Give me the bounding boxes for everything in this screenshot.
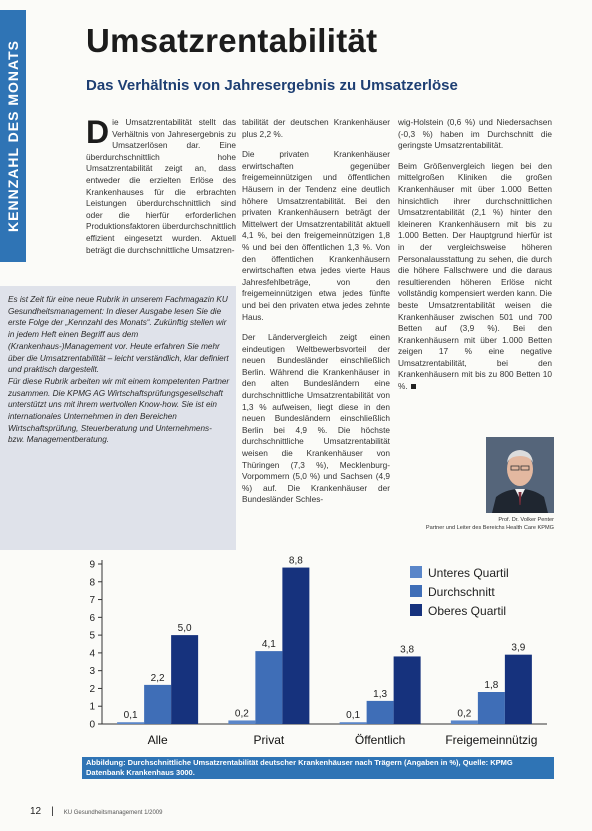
data-label: 0,1 <box>123 710 138 722</box>
bar <box>144 685 171 724</box>
bar <box>228 720 255 724</box>
bar <box>451 720 478 724</box>
paragraph: Beim Größenvergleich liegen bei den mittelgroßen Kliniken die großen Krankenhäuser mit über 1.000 Betten hinsichtlich ihrer durchschnittlichen Umsatzrentabilität (2,1 %) hinter den kleineren Krankenhäusern mit bis zu 1.000 Betten. Der Hauptgrund hierfür ist in der vergleichsweise höheren Personalausstattung zu sehen, die durch die höhere Fallschwere und die daraus resultierenden höheren Erlöse nicht vollständig kompensiert werden kann. Die beste Umsatzrentabilität weisen die Krankenhäuser zwischen 501 und 700 Betten auf (3,9 %). Bei den Krankenhäusern mit über 1.000 Betten zeigen 17 % eine negative Umsatzrentabilität, bei den Krankenhäusern mit bis zu 800 Betten 10 %. <box>398 160 552 392</box>
category-label: Öffentlich <box>354 733 406 747</box>
chart-caption: Abbildung: Durchschnittliche Umsatzrentabilität deutscher Krankenhäuser nach Trägern (Angaben in %), Quelle: KPMG Datenbank Krankenhaus 3000. <box>82 757 554 779</box>
bar <box>505 655 532 724</box>
article-column-3 <box>398 117 552 402</box>
y-tick-label: 9 <box>89 559 95 571</box>
article-column-1 <box>86 114 236 265</box>
bar <box>340 722 367 724</box>
bar <box>255 651 282 724</box>
y-tick-label: 8 <box>89 577 95 589</box>
y-tick-label: 3 <box>89 666 95 678</box>
data-label: 1,3 <box>373 688 388 700</box>
y-tick-label: 0 <box>89 719 95 731</box>
infobox-paragraph: Es ist Zeit für eine neue Rubrik in unserem Fachmagazin KU Gesundheitsmanagement: In dieser Ausgabe lesen Sie die erste Folge der „Kennzahl des Monats“. Zukünftig stellen wir in jedem Heft einen Begriff aus dem (Krankenhaus-)Management vor. Heute erfahren Sie mehr über die Umsatzrentabilität – leicht verständlich, klar definiert und praktisch dargestellt. <box>8 295 229 375</box>
portrait-caption-role: Partner und Leiter des Bereichs Health Care KPMG <box>425 525 554 531</box>
category-label: Privat <box>253 733 285 747</box>
page-footer <box>30 806 162 817</box>
author-portrait <box>486 437 554 513</box>
category-label: Alle <box>147 733 168 747</box>
footer-divider: | <box>51 806 54 817</box>
paragraph: Der Ländervergleich zeigt einen eindeutigen Weltbewerbsvorteil der neuen Bundesländer einschließlich Berlin. Während die Krankenhäuser in den alten Bundesländern eine durchschnittliche Umsatzrentabilität von 1,3 % aufweisen, liegt diese in den neuen Bundesländern einschließlich Berlin bei 4,9 %. Die höchste durchschnittliche Umsatzrentabilität weisen die Krankenhäuser von Thüringen (7,3 %), Mecklenburg-Vorpommern (5,0 %) und Sachsen (4,9 %) auf. Die Krankenhäuser der Bundesländer Schles- <box>242 332 390 505</box>
drop-cap: D <box>86 114 110 150</box>
journal-name: KU Gesundheitsmanagement 1/2009 <box>63 810 163 816</box>
intro-infobox <box>0 286 236 550</box>
infobox-text <box>8 294 230 446</box>
bar <box>394 656 421 724</box>
legend-label: Durchschnitt <box>428 585 495 599</box>
paragraph: wig-Holstein (0,6 %) und Niedersachsen (-0,3 %) haben im Durchschnitt die geringste Umsatzrentabilität. <box>398 117 552 151</box>
data-label: 5,0 <box>177 623 192 635</box>
data-label: 8,8 <box>288 555 303 567</box>
legend-label: Unteres Quartil <box>428 566 509 580</box>
legend-label: Oberes Quartil <box>428 604 507 618</box>
bar <box>282 568 309 724</box>
portrait-caption <box>420 516 554 532</box>
page-number: 12 <box>30 806 42 817</box>
paragraph: tabilität der deutschen Krankenhäuser plus 2,2 %. <box>242 117 390 139</box>
article-title: Umsatzrentabilität <box>86 22 378 59</box>
category-label: Freigemeinnützig <box>445 733 538 747</box>
bar <box>367 701 394 724</box>
legend-swatch <box>410 566 422 578</box>
article-subtitle: Das Verhältnis von Jahresergebnis zu Umsatzerlöse <box>86 77 458 94</box>
data-label: 4,1 <box>261 639 276 651</box>
article-column-2 <box>242 117 390 515</box>
bar <box>171 635 198 724</box>
paragraph: ie Umsatzrentabilität stellt das Verhältnis von Jahresergebnis zu Umsatzerlösen dar. Eine überdurchschnittlich hohe Umsatzrentabilität zeigt an, dass entweder die erzielten Erlöse des Krankenhauses für die erbrachten Leistungen überdurchschnittlich sind oder die hierfür erforderlichen Produktionsfaktoren überdurchschnittlich effizient eingesetzt wurden. Aktuell beträgt die durchschnittliche Umsatzren- <box>86 117 236 255</box>
bar-chart <box>82 552 554 759</box>
y-tick-label: 6 <box>89 612 95 624</box>
data-label: 2,2 <box>150 672 165 684</box>
data-label: 0,2 <box>457 708 472 720</box>
data-label: 0,2 <box>234 708 249 720</box>
infobox-paragraph: Für diese Rubrik arbeiten wir mit einem kompetenten Partner zusammen. Die KPMG AG Wirtschaftsprüfungsgesellschaft unterstützt uns mit ihrem wertvollen Know-how. Sie ist ein internationales Unternehmen in den Bereichen Wirtschaftsprüfung, Steuerberatung und Unternehmens- bzw. Managementberatung. <box>8 376 230 445</box>
end-mark-icon <box>411 384 416 389</box>
portrait-caption-name: Prof. Dr. Volker Penter <box>498 517 554 523</box>
data-label: 3,8 <box>400 644 415 656</box>
bar <box>117 722 144 724</box>
y-tick-label: 5 <box>89 630 95 642</box>
bar <box>478 692 505 724</box>
data-label: 3,9 <box>511 642 526 654</box>
section-tab-label: KENNZAHL DES MONATS <box>5 40 21 232</box>
data-label: 1,8 <box>484 680 499 691</box>
paragraph: Die privaten Krankenhäuser erwirtschaften gegenüber freigemeinnützigen und öffentlichen Häusern in der Tendenz eine deutlich höhere Umsatzrentabilität. Bei den privaten Krankenhäusern beträgt der Mittelwert der Umsatzrentabilität aktuell 4,1 %, bei den freigemeinnützigen 1,8 % und bei den öffentlichen 1,3 %. Von den öffentlichen Krankenhäusern erwirtschaften etwa jedes vierte Haus Jahresfehlbeträge, von den freigemeinnützigen etwa jedes fünfte und bei den privaten etwa jedes zehnte Haus. <box>242 149 390 322</box>
legend-swatch <box>410 604 422 616</box>
y-tick-label: 1 <box>89 701 95 713</box>
chart-canvas <box>82 552 554 759</box>
y-tick-label: 7 <box>89 595 95 607</box>
section-tab <box>0 10 26 262</box>
data-label: 0,1 <box>346 710 361 722</box>
y-tick-label: 2 <box>89 683 95 695</box>
legend-swatch <box>410 585 422 597</box>
y-tick-label: 4 <box>89 648 95 660</box>
